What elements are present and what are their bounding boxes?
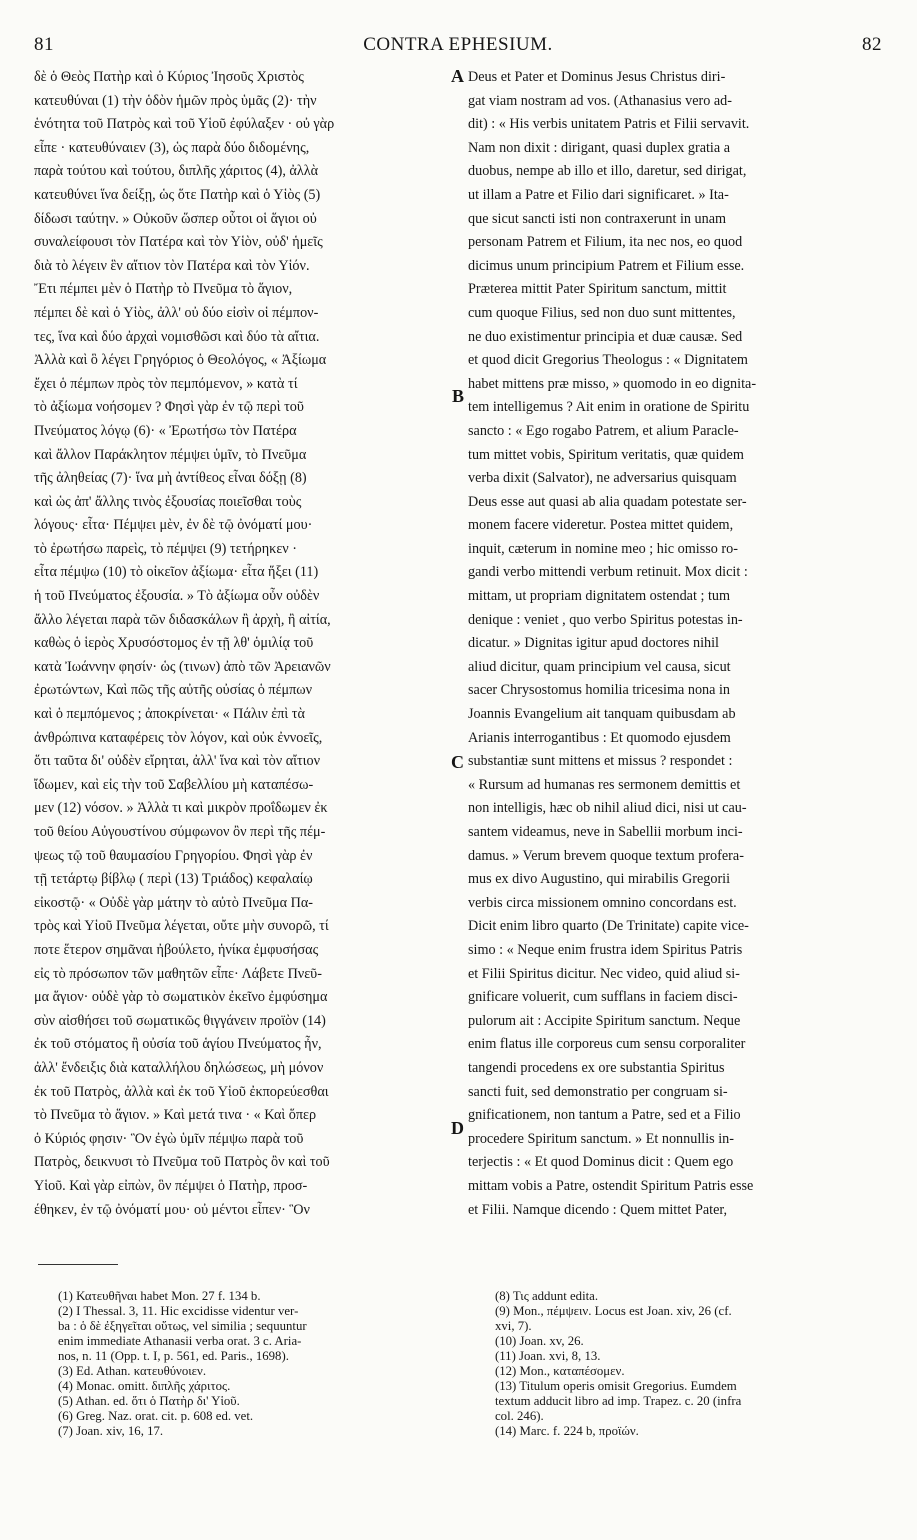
latin-text-line: « Rursum ad humanas res sermonem demittis et [468,776,741,793]
footnote-line: (2) I Thessal. 3, 11. Hic excidisse videntur ver- [58,1304,299,1318]
latin-text-line: mittam, ut propriam dignitatem ostendat ; tum [468,588,731,605]
latin-text-line: sancti fuit, sed demonstratio per congruam si- [468,1083,728,1100]
greek-text-line: ἔχει ὁ πέμπων πρὸς τὸν πεμπόμενον, » κατὰ τί [34,375,298,392]
latin-text-line: dicimus unum principium Patrem et Filium esse. [468,257,745,274]
latin-text-line: mittam vobis a Patre, ostendit Spiritum Patris esse [468,1177,754,1194]
latin-text-line: ut illam a Patre et Filio dari significaret. » Ita- [468,186,729,203]
latin-text-line: personam Patrem et Filium, ita nec nos, eo quod [468,234,743,251]
greek-text-line: καθὼς ὁ ἱερὸς Χρυσόστομος ἐν τῇ λθ' ὁμιλίᾳ τοῦ [34,635,314,652]
greek-text-line: τὸ ἀξίωμα νοήσομεν ? Φησὶ γὰρ ἐν τῷ περὶ τοῦ [34,399,304,416]
latin-text-line: denique : veniet , quo verbo Spiritus potestas in- [468,611,743,628]
greek-text-line: διὰ τὸ λέγειν ἓν αἴτιον τὸν Πατέρα καὶ τὸν Υἱόν. [34,257,310,274]
latin-text-line: tem intelligemus ? Ait enim in oratione de Spiritu [468,399,750,416]
footnote-line: nos, n. 11 (Opp. t. I, p. 561, ed. Paris., 1698). [58,1349,289,1363]
latin-text-line: verba dixit (Salvator), ne adversarius quisquam [468,470,737,487]
margin-letter-d: D [451,1118,464,1138]
footnote-line: (6) Greg. Naz. orat. cit. p. 608 ed. vet. [58,1409,254,1423]
page-number-right: 82 [862,34,882,55]
greek-text-line: δὲ ὁ Θεὸς Πατὴρ καὶ ὁ Κύριος Ἰησοῦς Χριστὸς [34,69,304,85]
greek-text-line: καὶ ἄλλον Παράκλητον πέμψει ὑμῖν, τὸ Πνεῦμα [34,446,307,463]
latin-text-line: gandi verbo mittendi verbum retinuit. Mox dicit : [468,564,748,581]
latin-text-line: gat viam nostram ad vos. (Athanasius vero ad- [468,92,732,109]
latin-text-line: gnificare voluerit, cum sufflans in faciem disci- [468,989,738,1006]
greek-text-line: ἑνότητα τοῦ Πατρὸς καὶ τοῦ Υἱοῦ ἐφύλαξεν · οὐ γὰρ [34,116,335,133]
greek-text-line: εἰς τὸ πρόσωπον τῶν μαθητῶν εἶπε· Λάβετε Πνεῦ- [34,965,322,982]
latin-text-line: damus. » Verum brevem quoque textum profera- [468,847,744,864]
latin-text-line: et Filii. Namque dicendo : Quem mittet Pater, [468,1201,728,1218]
latin-text-line: monem facere videretur. Postea mittet quidem, [468,517,734,534]
greek-text-line: Ἀλλὰ καὶ ὃ λέγει Γρηγόριος ὁ Θεολόγος, « Ἀξίωμα [34,352,327,369]
footnote-line: enim immediate Athanasii verba orat. 3 c. Aria- [58,1334,302,1348]
latin-text-line: tum mittet vobis, Spiritum veritatis, quæ quidem [468,446,744,463]
footnote-line: (11) Joan. xvi, 8, 13. [495,1349,601,1363]
latin-text-line: pulorum ait : Accipite Spiritum sanctum. Neque [468,1012,741,1029]
latin-text-line: Deus esse aut quasi ab alia quadam potestate ser- [468,493,747,510]
greek-text-line: τῇ τετάρτῳ βίβλῳ ( περὶ (13) Τριάδος) κεφαλαίῳ [34,871,313,888]
footnote-rule [38,1264,118,1265]
greek-text-line: παρὰ τούτου καὶ τούτου, διπλῆς χάριτος (4), ἀλλὰ [34,163,319,180]
greek-text-line: ὁ Κύριός φησιν· Ὃν ἐγὼ ὑμῖν πέμψω παρὰ τοῦ [34,1130,304,1147]
footnote-line: (1) Κατευθῆναι habet Mon. 27 f. 134 b. [58,1289,261,1303]
footnote-line: col. 246). [495,1409,544,1423]
greek-column [34,66,458,1222]
greek-text-line: πέμπει δὲ καὶ ὁ Υἱὸς, ἀλλ' οὐ δύο εἰσὶν οἱ πέμπον- [34,304,319,321]
latin-text-line: Dicit enim libro quarto (De Trinitate) capite vice- [468,918,749,935]
greek-text-line: ὅτι ταῦτα δι' οὐδὲν εἴρηται, ἀλλ' ἵνα καὶ τὸν αἴτιον [34,753,321,770]
greek-text-line: σὺν αἰσθήσει τοῦ σωματικῶς θιγγάνειν προϊὸν (14) [34,1012,326,1029]
greek-text-line: τῆς ἀληθείας (7)· ἵνα μὴ ἀντίθεος εἶναι δόξῃ (8) [34,470,307,487]
latin-text-line: que sicut sancti isti non contraxerunt in unam [468,210,727,227]
latin-text-line: simo : « Neque enim frustra idem Spiritus Patris [468,941,743,958]
latin-column [468,66,882,1222]
latin-text-line: santem videamus, neve in Sabellii morbum inci- [468,824,743,840]
footnote-line: (10) Joan. xv, 26. [495,1334,584,1348]
footnote-line: (3) Ed. Athan. κατευθύνοιεν. [58,1364,207,1378]
latin-text-line: aliud dicitur, quam principium vel causa, sicut [468,658,731,675]
running-title: CONTRA EPHESIUM. [363,34,553,55]
greek-text-line: τὸ ἐρωτήσω παρεὶς, τὸ πέμψει (9) τετήρηκεν · [34,540,297,557]
greek-text-line: τες, ἵνα καὶ δύο ἀρχαὶ νομισθῶσι καὶ δύο τὰ αἴτια. [34,328,320,345]
greek-text-line: κατὰ Ἰωάννην φησίν· ὡς (τινων) ἀπὸ τῶν Ἀρειανῶν [34,658,331,675]
footnote-line: (12) Mon., καταπέσομεν. [495,1364,625,1378]
latin-text-line: ne duo existimentur principia et duæ causæ. Sed [468,328,743,345]
footnote-line: (4) Monac. omitt. διπλῆς χάριτος. [58,1379,231,1393]
greek-text-line: τοῦ θείου Αὐγουστίνου σύμφωνον ὂν περὶ τῆς πέμ- [34,824,326,840]
greek-text-line: ἄλλο λέγεται παρὰ τῶν διδασκάλων ἢ ἀρχὴ, ἢ αἰτία, [34,611,331,628]
latin-text-line: mus ex divo Augustino, qui mirabilis Gregorii [468,871,731,888]
greek-text-line: τὸ Πνεῦμα τὸ ἅγιον. » Καὶ μετά τινα · « Καὶ ὅπερ [34,1107,317,1124]
latin-text-line: sancto : « Ego rogabo Patrem, et alium Paracle- [468,422,739,439]
latin-text-line: verbis circa missionem omnino concordans est. [468,894,737,911]
latin-text-line: dit) : « His verbis unitatem Patris et Filii servavit. [468,116,750,133]
latin-text-line: procedere Spiritum sanctum. » Et nonnullis in- [468,1130,734,1147]
greek-text-line: λόγους· εἶτα· Πέμψει μὲν, ἐν δὲ τῷ ὀνόματί μου· [34,517,313,534]
greek-text-line: καὶ ὡς ἀπ' ἄλλης τινὸς ἐξουσίας ποιεῖσθαι τοὺς [34,493,302,510]
margin-letter-b: B [452,386,465,406]
latin-text-line: Deus et Pater et Dominus Jesus Christus diri- [468,69,726,85]
latin-text-line: terjectis : « Et quod Dominus dicit : Quem ego [468,1154,734,1171]
greek-text-line: μα ἅγιον· οὐδὲ γὰρ τὸ σωματικὸν ἐκεῖνο ἐμφύσημα [34,989,328,1006]
greek-text-line: εἶπε · κατευθύναιεν (3), ὡς παρὰ δύο διδομένης, [34,139,310,156]
greek-text-line: ἴδωμεν, καὶ εἰς τὴν τοῦ Σαβελλίου μὴ καταπέσω- [34,776,314,793]
greek-text-line: ψεως τῷ τοῦ θαυμασίου Γρηγορίου. Φησὶ γὰρ ἐν [34,847,313,864]
greek-text-line: Πνεύματος λόγῳ (6)· « Ἐρωτήσω τὸν Πατέρα [34,422,297,439]
greek-text-line: ἐκ τοῦ στόματος ἢ οὐσία τοῦ ἁγίου Πνεύματος ἦν, [34,1036,322,1053]
footnote-line: (9) Mon., πέμψειν. Locus est Joan. xiv, 26 (cf. [495,1304,732,1318]
latin-text-line: substantiæ sunt mittens et missus ? respondet : [468,753,733,770]
footnote-line: (5) Athan. ed. ὅτι ὁ Πατὴρ δι' Υἱοῦ. [58,1394,240,1408]
greek-text-line: Υἱοῦ. Καὶ γὰρ εἰπὼν, ὃν πέμψει ὁ Πατὴρ, προσ- [34,1177,308,1194]
latin-text-line: inquit, cæterum in nomine meo ; hic omisso ro- [468,540,738,557]
greek-text-line: ἀνθρώπινα καταφέρεις τὸν λόγον, καὶ οὐκ ἐννοεῖς, [34,729,323,746]
latin-text-line: non intelligis, hæc ob nihil aliud dici, nisi ut cau- [468,800,747,817]
page-header [34,34,882,60]
margin-letter-a: A [451,66,464,86]
latin-text-line: Joannis Evangelium ait tanquam quibusdam ab [468,706,736,723]
latin-text-line: et quod dicit Gregorius Theologus : « Dignitatem [468,352,748,369]
latin-text-line: enim flatus ille corporeus cum sensu corporaliter [468,1036,746,1053]
footnote-line: ba : ὁ δὲ ἐξηγεῖται οὕτως, vel similia ; sequuntur [58,1319,307,1333]
footnote-line: (7) Joan. xiv, 16, 17. [58,1424,164,1438]
greek-text-line: μεν (12) νόσον. » Ἀλλὰ τι καὶ μικρὸν προΐδωμεν ἐκ [34,800,328,817]
latin-text-line: tangendi procedens ex ore substantia Spiritus [468,1059,725,1076]
latin-text-line: et Filii Spiritus dicitur. Nec video, quid aliud si- [468,965,740,982]
latin-text-line: cum quoque Filius, sed non duo sunt mittentes, [468,304,736,321]
greek-text-line: ποτε ἕτερον σημᾶναι ἠβούλετο, ἡνίκα ἐμφυσήσας [34,941,319,958]
greek-text-line: εἰκοστῷ· « Οὐδὲ γὰρ μάτην τὸ αὐτὸ Πνεῦμα Πα- [34,894,313,911]
footnote-line: textum adducit libro ad imp. Trapez. c. 20 (infra [495,1394,742,1408]
latin-text-line: duobus, nempe ab illo et illo, daretur, sed dirigat, [468,163,747,180]
greek-text-line: κατευθύναι (1) τὴν ὁδὸν ἡμῶν πρὸς ὑμᾶς (2)· τὴν [34,92,317,109]
greek-text-line: Ἔτι πέμπει μὲν ὁ Πατὴρ τὸ Πνεῦμα τὸ ἅγιον, [34,281,293,298]
greek-text-line: ἡ τοῦ Πνεύματος ἐξουσία. » Τὸ ἀξίωμα οὖν οὐδὲν [34,588,320,605]
footnotes-left [58,1289,458,1439]
footnote-line: (14) Marc. f. 224 b, προϊών. [495,1424,639,1438]
greek-text-line: συναλείφουσι τὸν Πατέρα καὶ τὸν Υἱὸν, οὐδ' ἡμεῖς [34,234,323,251]
latin-text-line: gnificationem, non tantum a Patre, sed et a Filio [468,1107,741,1124]
greek-text-line: τρὸς καὶ Υἱοῦ Πνεῦμα λέγεται, οὔτε μὴν συνορῶ, τί [34,918,329,935]
greek-text-line: έθηκεν, ἐν τῷ ὀνόματί μου· οὐ μέντοι εἶπεν· Ὃν [34,1201,310,1218]
page-number-left: 81 [34,34,54,55]
footnotes-right [495,1289,883,1439]
footnote-line: (13) Titulum operis omisit Gregorius. Eumdem [495,1379,737,1393]
greek-text-line: καὶ ὁ πεμπόμενος ; ἀποκρίνεται· « Πάλιν ἐπὶ τὰ [34,706,305,723]
latin-text-line: Arianis interrogantibus : Et quomodo ejusdem [468,729,731,746]
greek-text-line: ἐκ τοῦ Πατρὸς, ἀλλὰ καὶ ἐκ τοῦ Υἱοῦ ἐκπορεύεσθαι [34,1083,329,1100]
greek-text-line: ἀλλ' ἔνδειξις διὰ καταλλήλου δηλώσεως, μὴ μόνον [34,1059,324,1076]
latin-text-line: sacer Chrysostomus homilia tricesima nona in [468,682,731,699]
greek-text-line: ἐρωτώντων, Καὶ πῶς τῆς αὐτῆς οὐσίας ὁ πέμπων [34,682,313,699]
latin-text-line: habet mittens præ misso, » quomodo in eo dignita- [468,375,757,392]
latin-text-line: Præterea mittit Pater Spiritum sanctum, mittit [468,281,727,298]
greek-text-line: δίδωσι ταύτην. » Οὐκοῦν ὥσπερ οὗτοι οἱ ἅγιοι οὐ [34,210,317,227]
footnote-line: xvi, 7). [495,1319,532,1333]
greek-text-line: Πατρὸς, δεικνυσι τὸ Πνεῦμα τοῦ Πατρὸς ὂν καὶ τοῦ [34,1154,330,1171]
latin-text-line: dicatur. » Dignitas igitur apud doctores nihil [468,635,719,652]
greek-text-line: κατευθύνει ἵνα δείξῃ, ὡς ὅτε Πατὴρ καὶ ὁ Υἱὸς (5) [34,186,321,203]
footnote-line: (8) Τις addunt edita. [495,1289,599,1303]
latin-text-line: Nam non dixit : dirigant, quasi duplex gratia a [468,139,731,156]
margin-letter-c: C [451,752,464,772]
greek-text-line: εἶτα πέμψω (10) τὸ οἰκεῖον ἀξίωμα· εἶτα ἥξει (11) [34,564,319,581]
